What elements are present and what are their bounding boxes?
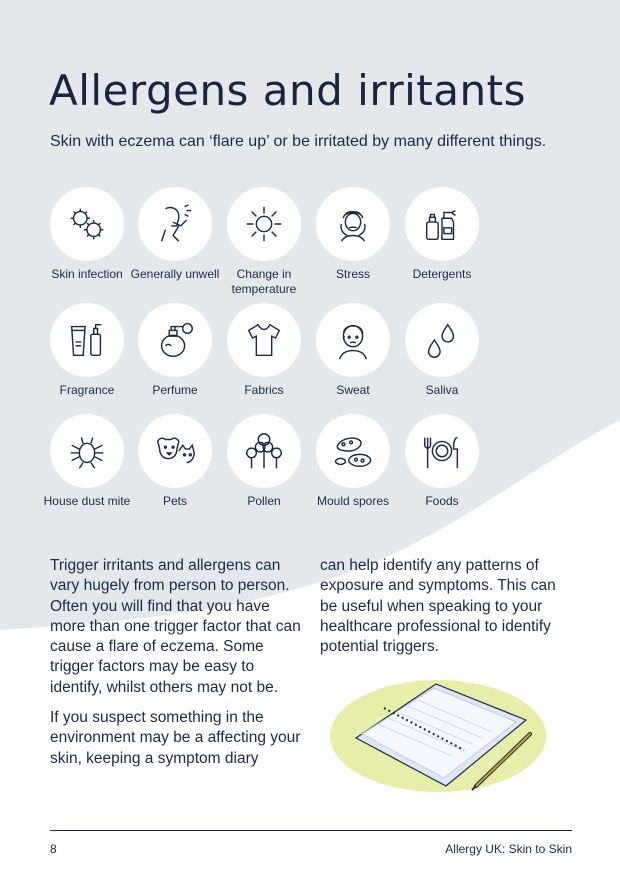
publication-title: Allergy UK: Skin to Skin	[445, 842, 572, 856]
page-number: 8	[50, 842, 57, 856]
trigger-label: Stress	[335, 267, 370, 281]
trigger-foods	[392, 414, 492, 509]
trigger-perfume	[125, 303, 225, 398]
trigger-pets	[125, 414, 225, 509]
dog-and-cat-icon	[152, 428, 198, 474]
plate-and-cutlery-icon	[419, 428, 465, 474]
footer-divider	[50, 830, 572, 831]
trigger-label: Mould spores	[316, 494, 390, 508]
cleaning-bottles-icon	[419, 201, 465, 247]
trigger-label: Change in temperature	[231, 267, 297, 296]
droplets-icon	[419, 317, 465, 363]
trigger-label: Pollen	[247, 494, 281, 508]
trigger-label: Skin infection	[51, 267, 123, 281]
trigger-label: Saliva	[425, 383, 459, 397]
trigger-saliva	[392, 303, 492, 398]
trigger-pollen	[214, 414, 314, 509]
trigger-fragrance	[37, 303, 137, 398]
sneezing-person-icon	[152, 201, 198, 247]
body-paragraph-3: can help identify any patterns of exposure and symptoms. This can be useful when speaking to your healthcare professional to identify potential triggers.	[320, 557, 556, 656]
perfume-bottle-icon	[152, 317, 198, 363]
t-shirt-icon	[241, 317, 287, 363]
trigger-generally-unwell	[125, 187, 225, 282]
trigger-mould-spores	[303, 414, 403, 509]
mould-spores-icon	[330, 428, 376, 474]
trigger-label: Pets	[162, 494, 187, 508]
intro-text: Skin with eczema can ‘flare up’ or be irritated by many different things.	[50, 133, 547, 150]
body-paragraph-2: If you suspect something in the environment may be a affecting your skin, keeping a symptom diary	[50, 709, 301, 767]
lotion-bottles-icon	[64, 317, 110, 363]
body-paragraph-1: Trigger irritants and allergens can vary hugely from person to person. Often you will find that you have more than one trigger factor that can cause a flare of eczema. Some trigger factors may be easy to identify, whilst others may not be.	[50, 557, 301, 696]
trees-icon	[241, 428, 287, 474]
trigger-label: Fabrics	[244, 383, 284, 397]
trigger-label: Sweat	[336, 383, 370, 397]
sun-icon	[241, 201, 287, 247]
stressed-person-icon	[330, 201, 376, 247]
trigger-label: Foods	[425, 494, 459, 508]
trigger-label: Detergents	[412, 267, 472, 281]
trigger-skin-infection	[37, 187, 137, 282]
notebook-illustration	[326, 668, 552, 796]
trigger-label: Fragrance	[59, 383, 115, 397]
bacteria-icon	[64, 201, 110, 247]
trigger-house-dust-mite	[37, 414, 137, 509]
page-title: Allergens and irritants	[49, 66, 526, 115]
dust-mite-icon	[64, 428, 110, 474]
trigger-detergents	[392, 187, 492, 282]
trigger-label: Perfume	[152, 383, 198, 397]
trigger-label: Generally unwell	[130, 267, 220, 281]
trigger-label: House dust mite	[43, 494, 131, 508]
trigger-change-in-temperature	[214, 187, 314, 297]
trigger-stress	[303, 187, 403, 282]
trigger-sweat	[303, 303, 403, 398]
sweating-person-icon	[330, 317, 376, 363]
trigger-fabrics	[214, 303, 314, 398]
